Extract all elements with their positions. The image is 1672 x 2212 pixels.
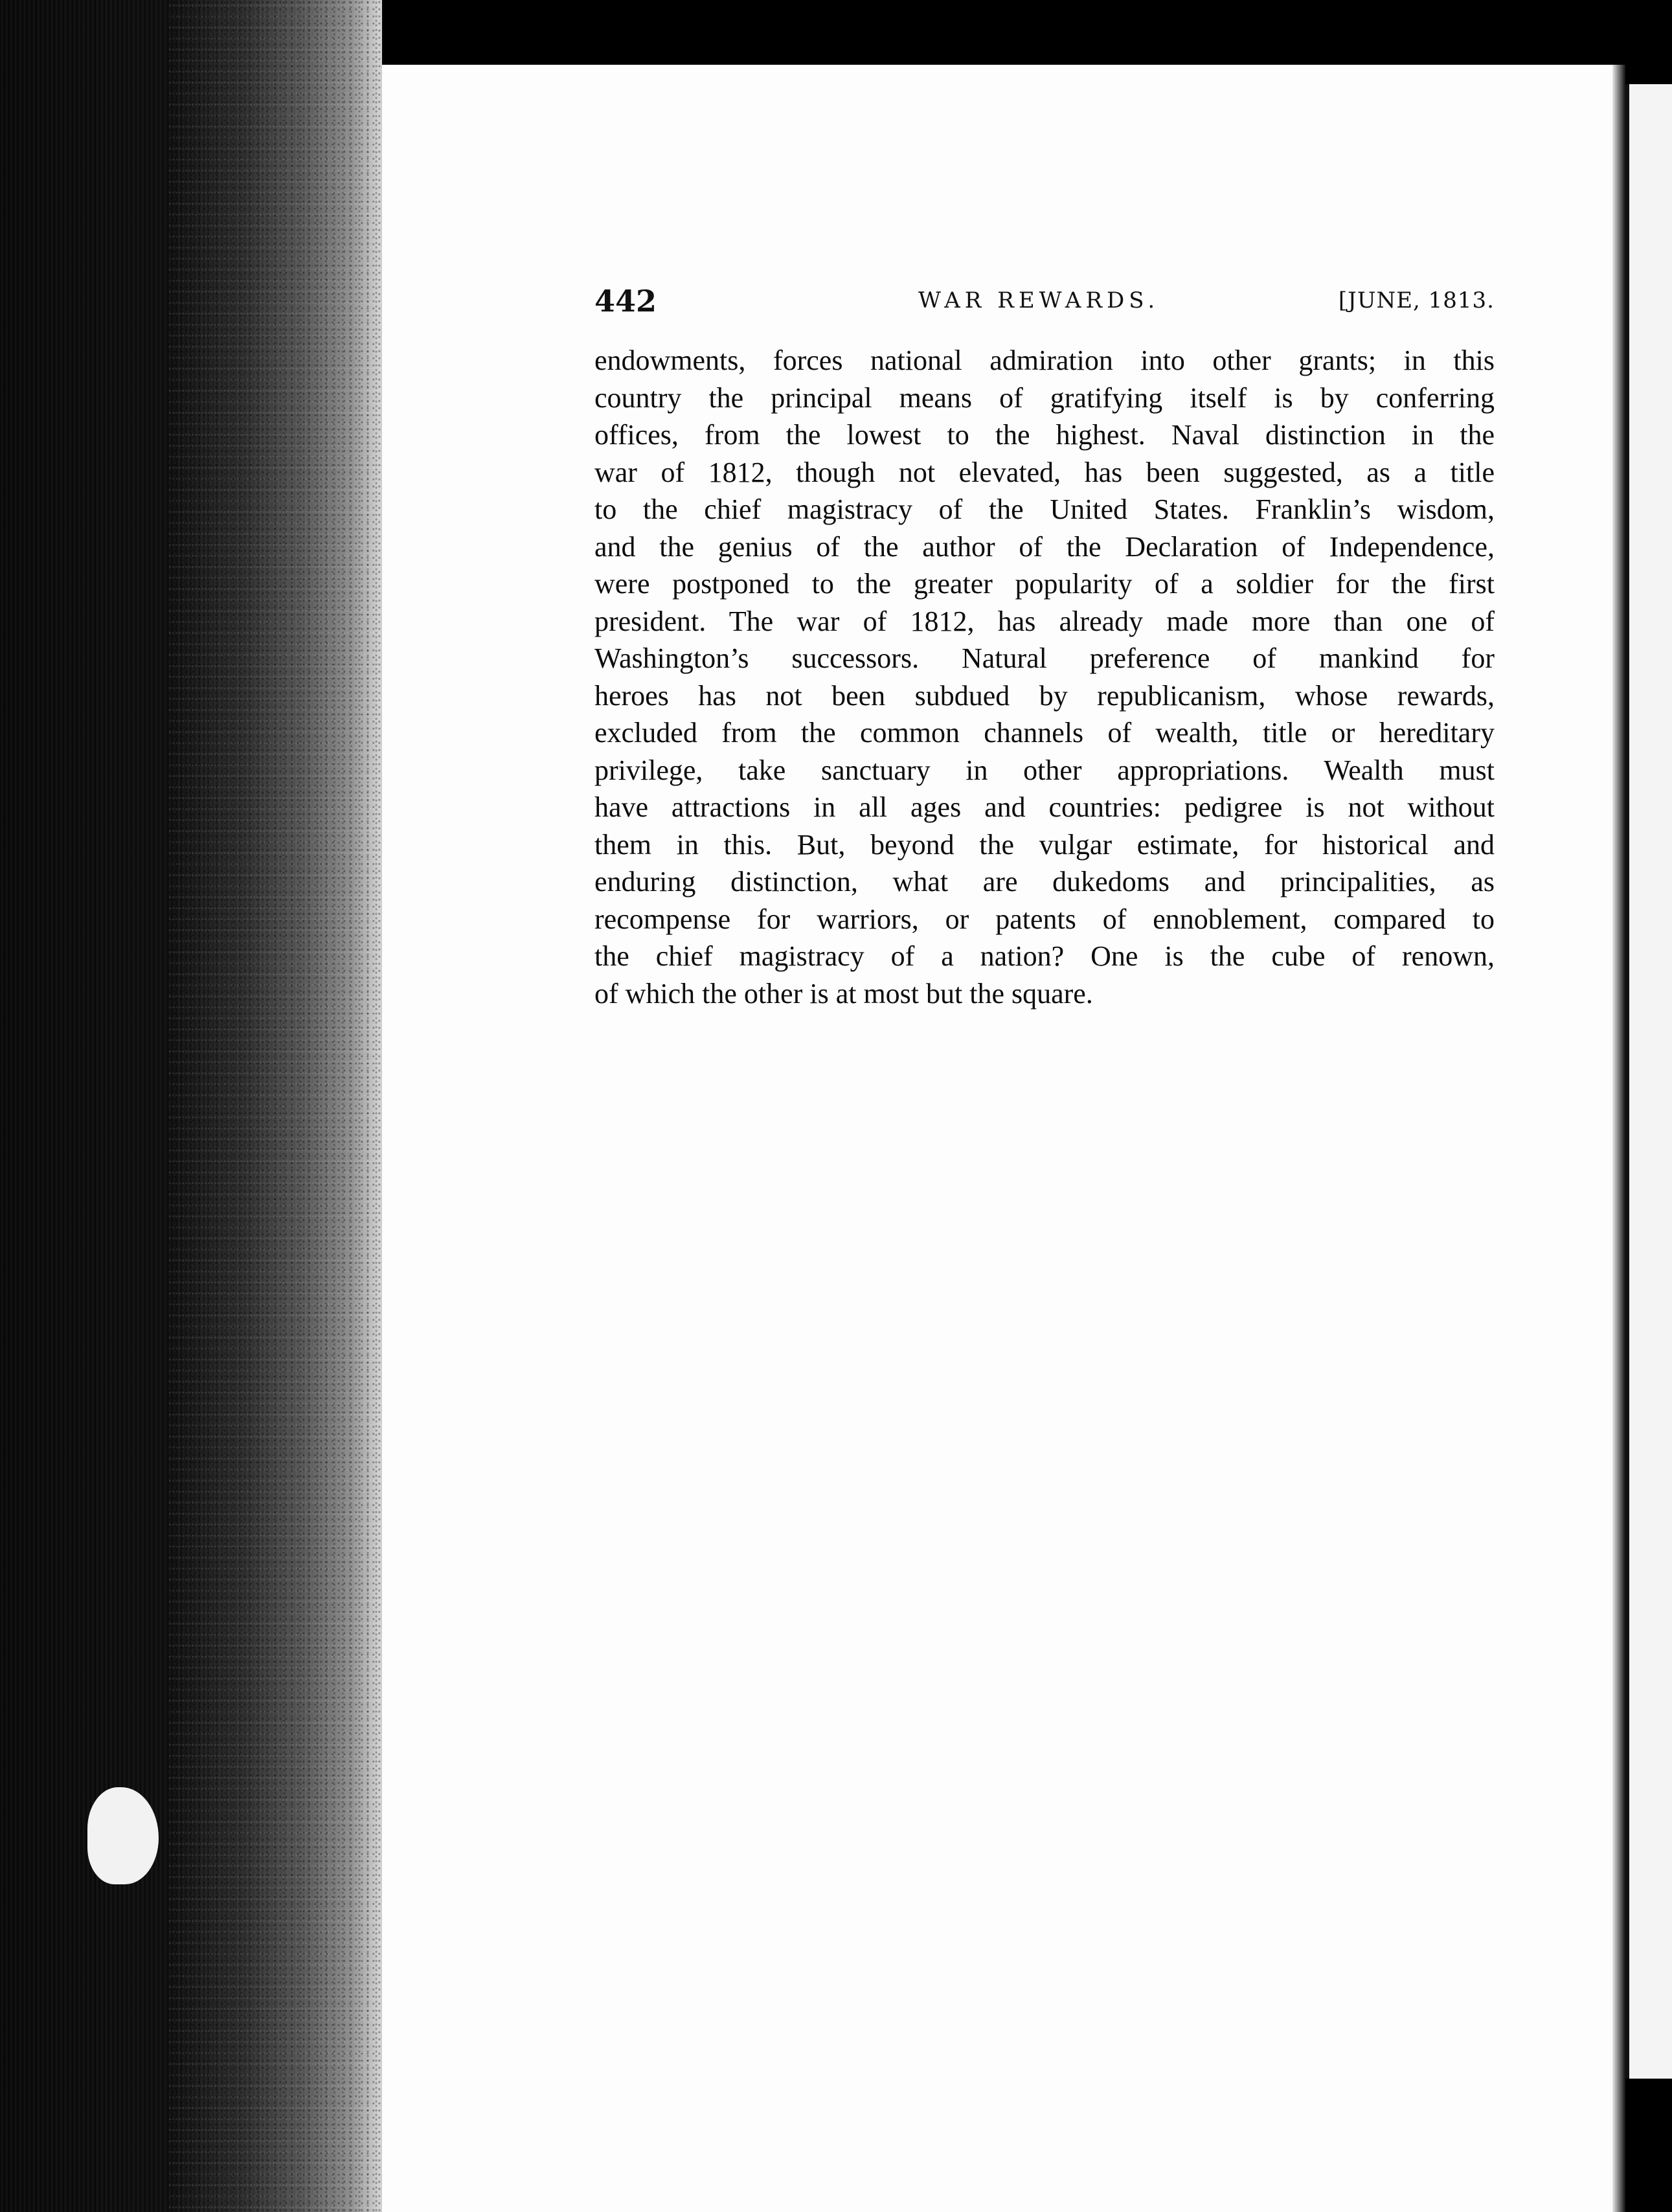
text-line: privilege, take sanctuary in other appropriations. Wealth must [594,754,1495,786]
text-line: president. The war of 1812, has already made more than one of [594,605,1495,637]
page-number: 442 [594,284,657,319]
running-title: WAR REWARDS. [918,288,1160,313]
text-line: have attractions in all ages and countries: pedigree is not without [594,791,1495,823]
text-line: of which the other is at most but the square. [594,977,1093,1010]
next-page-edge [1625,84,1672,2079]
scan-noise [168,0,382,2212]
running-date: [JUNE, 1813. [1338,288,1495,313]
text-line: enduring distinction, what are dukedoms and principalities, as [594,866,1495,897]
text-line: to the chief magistracy of the United States. Franklin’s wisdom, [594,493,1495,525]
text-line: war of 1812, though not elevated, has been suggested, as a title [594,456,1495,488]
text-line: offices, from the lowest to the highest. Naval distinction in the [594,419,1495,451]
text-line: Washington’s successors. Natural preference of mankind for [594,642,1495,674]
text-line: country the principal means of gratifying itself is by conferring [594,381,1495,414]
text-line: the chief magistracy of a nation? One is the cube of renown, [594,940,1495,972]
body-paragraph [594,342,1495,1012]
text-line: excluded from the common channels of wealth, title or hereditary [594,717,1495,749]
text-line: and the genius of the author of the Declaration of Independence, [594,530,1495,563]
text-line: heroes has not been subdued by republicanism, whose rewards, [594,679,1495,712]
page-edge [1612,65,1625,2212]
running-head [594,284,1495,322]
text-line: recompense for warriors, or patents of ennoblement, compared to [594,903,1495,935]
text-line: endowments, forces national admiration into other grants; in this [594,344,1495,376]
text-line: them in this. But, beyond the vulgar estimate, for historical and [594,828,1495,861]
text-line: were postponed to the greater popularity of a soldier for the first [594,568,1495,600]
